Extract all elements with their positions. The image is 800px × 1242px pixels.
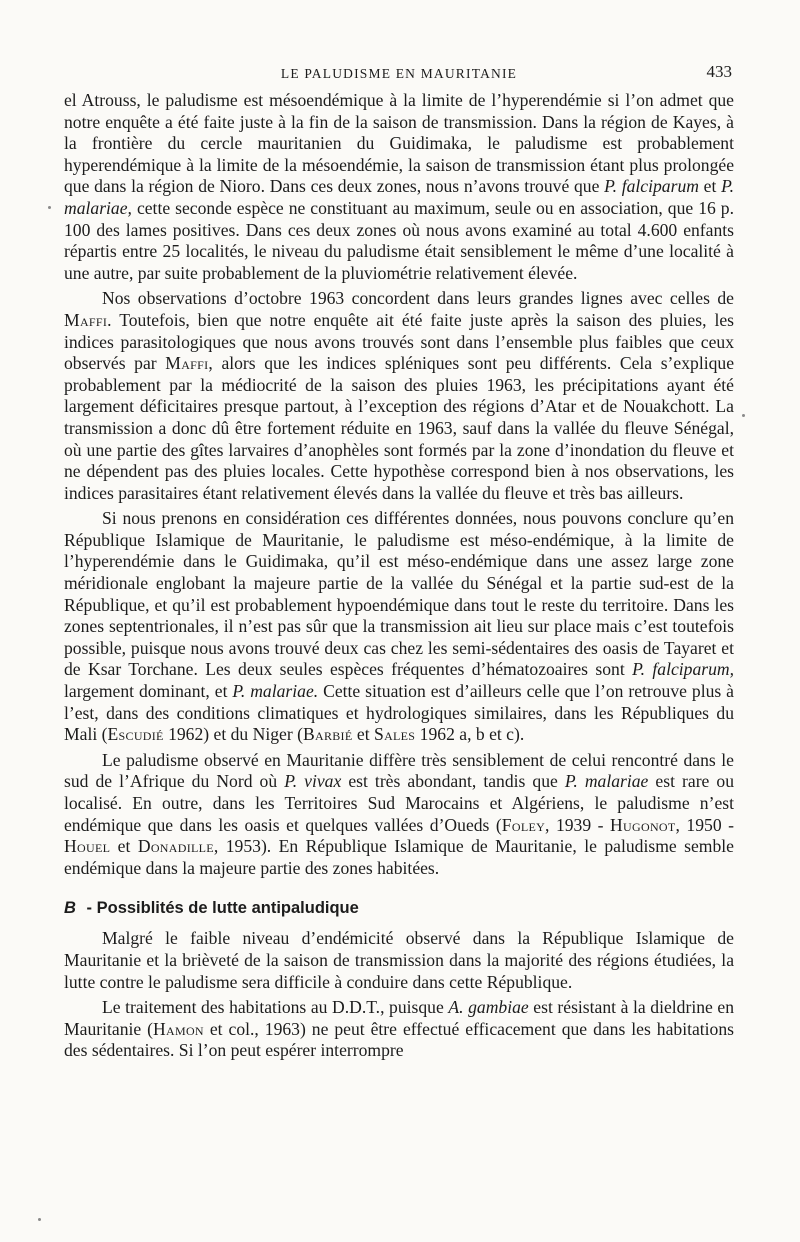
running-head: [64, 62, 734, 90]
scan-speck: [742, 414, 745, 417]
body-text: [64, 90, 734, 879]
journal-page: [64, 62, 734, 1062]
page-number: 433: [706, 62, 732, 81]
section-paragraph-1: Malgré le faible niveau d’endémicité observé dans la République Islamique de Mauritanie et la brièveté de la saison de transmission dans la majorité des régions étudiées, la lutte contre le paludisme sera difficile à conduire dans cette République.: [64, 928, 734, 992]
section-body: [64, 928, 734, 1062]
section-paragraph-2: Le traitement des habitations au D.D.T., puisque A. gambiae est résistant à la dieldrine en Mauritanie (Hamon et col., 1963) ne peut être effectué efficacement que dans les habitations des sédentaires. Si l’on peut espérer interrompre: [64, 997, 734, 1061]
section-dash: -: [86, 899, 93, 918]
paragraph-1: el Atrouss, le paludisme est mésoendémique à la limite de l’hyperendémie si l’on admet que notre enquête a été faite juste à la fin de la saison de transmission. Dans la région de Kayes, à la frontière du cercle mauritanien du Guidimaka, le paludisme est probablement hyperendémique à la limite de la mésoendémie, la saison de transmission étant plus prolongée que dans la région de Nioro. Dans ces deux zones, nous n’avons trouvé que P. falciparum et P. malariae, cette seconde espèce ne constituant au maximum, seule ou en association, que 16 p. 100 des lames positives. Dans ces deux zones où nous avons examiné au total 4.600 enfants répartis entre 25 localités, le niveau du paludisme était sensiblement le même d’une localité à une autre, par suite probablement de la pluviométrie relativement élevée.: [64, 90, 734, 283]
section-heading: [64, 899, 734, 918]
paragraph-2: Nos observations d’octobre 1963 concordent dans leurs grandes lignes avec celles de Maffi. Toutefois, bien que notre enquête ait été faite juste après la saison des pluies, les indices parasitologiques que nous avons trouvés sont dans l’ensemble plus faibles que ceux observés par Maffi, alors que les indices spléniques sont peu différents. Cela s’explique probablement par la médiocrité de la saison des pluies 1963, les précipitations ayant été largement déficitaires presque partout, à l’exception des régions d’Atar et de Nouakchott. La transmission a donc dû être fortement réduite en 1963, sauf dans la vallée du fleuve Sénégal, où une partie des gîtes larvaires d’anophèles sont formés par la zone d’inondation du fleuve et ne dépendent pas des pluies locales. Cette hypothèse correspond bien à nos observations, les indices parasitaires étant relativement élevés dans la vallée du fleuve et très bas ailleurs.: [64, 288, 734, 503]
running-title: LE PALUDISME EN MAURITANIE: [280, 66, 518, 81]
scan-speck: [48, 206, 51, 209]
scan-speck: [38, 1218, 41, 1221]
section-letter: B: [64, 899, 76, 918]
paragraph-4: Le paludisme observé en Mauritanie diffère très sensiblement de celui rencontré dans le sud de l’Afrique du Nord où P. vivax est très abondant, tandis que P. malariae est rare ou localisé. En outre, dans les Territoires Sud Marocains et Algériens, le paludisme n’est endémique que dans les oasis et quelques vallées d’Oueds (Foley, 1939 - Hugonot, 1950 - Houel et Donadille, 1953). En République Islamique de Mauritanie, le paludisme semble endémique dans la majeure partie des zones habitées.: [64, 749, 735, 878]
section-title: Possiblités de lutte antipaludique: [96, 899, 359, 918]
paragraph-3: Si nous prenons en considération ces différentes données, nous pouvons conclure qu’en République Islamique de Mauritanie, le paludisme est méso-endémique, à la limite de l’hyperendémie dans le Guidimaka, qu’il est méso-endémique dans une assez large zone méridionale englobant la majeure partie de la vallée du Sénégal et la partie sud-est de la République, et qu’il est probablement hypoendémique dans tout le reste du territoire. Dans les zones septentrionales, il n’est pas sûr que la transmission ait lieu sur place mais c’est toutefois possible, puisque nous avons trouvé deux cas chez les semi-sédentaires des oasis de Tayaret et de Ksar Torchane. Les deux seules espèces fréquentes d’hématozoaires sont P. falciparum, largement dominant, et P. malariae. Cette situation est d’ailleurs celle que l’on retrouve plus à l’est, dans des conditions climatiques et hydrologiques similaires, dans les Républiques du Mali (Escudié 1962) et du Niger (Barbié et Sales 1962 a, b et c).: [64, 508, 734, 745]
